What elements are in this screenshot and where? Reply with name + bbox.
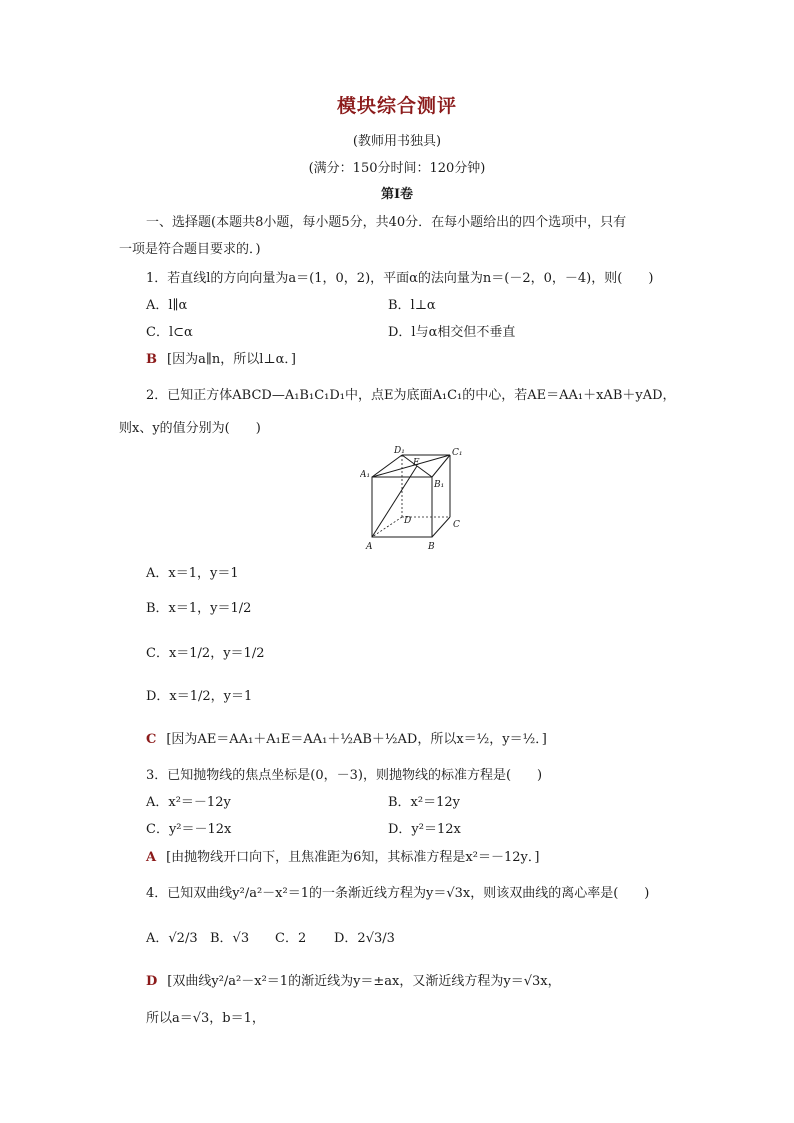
volume-heading: 第Ⅰ卷 <box>380 187 414 202</box>
label-a1: A₁ <box>360 470 371 480</box>
q4-option-a: A．√2/3 <box>146 931 198 946</box>
edge-cb <box>432 517 450 537</box>
q4-explanation: [双曲线y²/a²－x²＝1的渐近线为y＝±ax，又渐近线方程为y＝√3x， <box>167 974 561 989</box>
label-e: E <box>413 458 420 468</box>
q3-option-d: D．y²＝12x <box>388 822 461 837</box>
q1-answer <box>146 351 296 369</box>
q4-option-c: C．2 <box>275 931 307 946</box>
label-b: B <box>428 542 435 552</box>
edge-a1d1 <box>372 455 402 477</box>
q1-option-a: A．l∥α <box>146 298 188 313</box>
q2-stem-line2: 则x、y的值分别为( ) <box>119 421 261 436</box>
label-c: C <box>453 520 460 530</box>
label-b1: B₁ <box>434 480 445 490</box>
subtitle: (教师用书独具) <box>352 134 442 149</box>
q3-answer <box>146 849 539 867</box>
q4-answer-letter: D <box>146 974 158 989</box>
q2-option-a: A．x＝1，y＝1 <box>146 566 239 581</box>
hidden-edge-da <box>372 517 402 537</box>
page-title: 模块综合测评 <box>336 95 457 117</box>
q4-option-d: D．2√3/3 <box>334 931 395 946</box>
q2-option-d: D．x＝1/2，y＝1 <box>146 689 253 704</box>
q1-explanation: [因为a∥n，所以l⊥α．] <box>167 352 296 367</box>
q2-stem: 2．已知正方体ABCD—A₁B₁C₁D₁中，点E为底面A₁C₁的中心，若AE＝AA₁＋xAB＋yAD， <box>146 388 676 403</box>
q1-stem: 1．若直线l的方向向量为a＝(1，0，2)，平面α的法向量为n＝(－2，0，－4)，则( ) <box>146 271 654 286</box>
cube-figure <box>360 445 470 555</box>
section-intro-line1: 一、选择题(本题共8小题，每小题5分，共40分．在每小题给出的四个选项中，只有 <box>146 215 627 230</box>
q4-answer <box>146 973 561 991</box>
q3-option-b: B．x²＝12y <box>388 795 460 810</box>
q1-option-d: D．l与α相交但不垂直 <box>388 325 516 340</box>
label-d: D <box>404 516 412 526</box>
q4-stem: 4．已知双曲线y²/a²－x²＝1的一条渐近线方程为y＝√3x，则该双曲线的离心率是( ) <box>146 886 650 901</box>
q1-option-b: B．l⊥α <box>388 298 436 313</box>
label-c1: C₁ <box>452 448 463 458</box>
label-d1: D₁ <box>394 446 405 456</box>
q1-option-c: C．l⊂α <box>146 325 193 340</box>
q2-answer <box>146 731 547 749</box>
q2-answer-letter: C <box>146 732 157 747</box>
edge-c1b1 <box>432 455 450 477</box>
q2-option-b: B．x＝1，y＝1/2 <box>146 601 252 616</box>
q3-option-a: A．x²＝－12y <box>146 795 231 810</box>
q3-stem: 3．已知抛物线的焦点坐标是(0，－3)，则抛物线的标准方程是( ) <box>146 768 543 783</box>
exam-meta: (满分：150分时间：120分钟) <box>308 161 486 176</box>
q4-explanation-line2: 所以a＝√3，b＝1， <box>146 1011 265 1026</box>
q2-explanation: [因为AE＝AA₁＋A₁E＝AA₁＋½AB＋½AD，所以x＝½，y＝½．] <box>166 732 547 747</box>
q2-option-c: C．x＝1/2，y＝1/2 <box>146 646 265 661</box>
label-a: A <box>366 542 373 552</box>
q4-option-b: B．√3 <box>210 931 250 946</box>
q3-answer-letter: A <box>146 850 157 865</box>
section-intro-line2: 一项是符合题目要求的．) <box>119 242 261 257</box>
q3-explanation: [由抛物线开口向下，且焦准距为6知，其标准方程是x²＝－12y．] <box>166 850 540 865</box>
diag-a1c1 <box>372 455 450 477</box>
q1-answer-letter: B <box>146 352 157 367</box>
q3-option-c: C．y²＝－12x <box>146 822 232 837</box>
